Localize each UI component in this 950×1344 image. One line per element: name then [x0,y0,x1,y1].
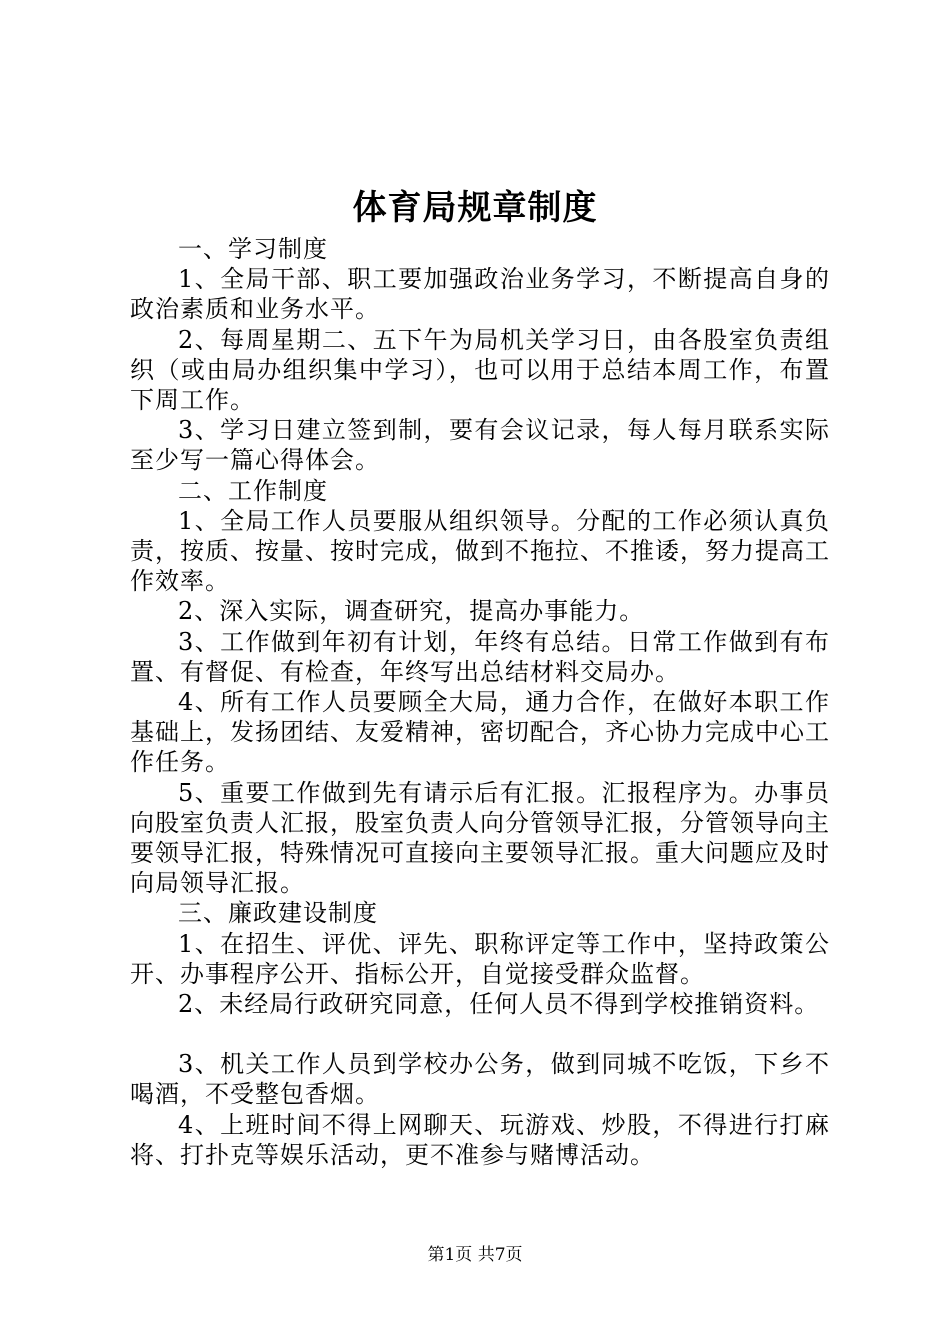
paragraph: 2、每周星期二、五下午为局机关学习日，由各股室负责组织（或由局办组织集中学习），也可以用于总结本周工作，布置下周工作。 [130,325,830,415]
page-number-footer: 第1页 共7页 [427,1245,523,1265]
paragraph: 3、机关工作人员到学校办公务，做到同城不吃饭，下乡不喝酒，不受整包香烟。 [130,1050,830,1109]
paragraph: 2、未经局行政研究同意，任何人员不得到学校推销资料。 [178,990,820,1019]
paragraph: 1、全局工作人员要服从组织领导。分配的工作必须认真负责，按质、按量、按时完成，做到不拖拉、不推诿，努力提高工作效率。 [130,506,830,596]
paragraph: 5、重要工作做到先有请示后有汇报。汇报程序为。办事员向股室负责人汇报，股室负责人向分管领导汇报，分管领导向主要领导汇报，特殊情况可直接向主要领导汇报。重大问题应及时向局领导汇报。 [130,778,830,898]
paragraph: 4、所有工作人员要顾全大局，通力合作，在做好本职工作基础上，发扬团结、友爱精神，密切配合，齐心协力完成中心工作任务。 [130,688,830,777]
section-heading-work: 二、工作制度 [178,476,328,505]
document-title: 体育局规章制度 [352,188,598,228]
paragraph: 4、上班时间不得上网聊天、玩游戏、炒股，不得进行打麻将、打扑克等娱乐活动，更不准参与赌博活动。 [130,1110,830,1169]
paragraph: 1、全局干部、职工要加强政治业务学习，不断提高自身的政治素质和业务水平。 [130,265,830,324]
section-heading-study: 一、学习制度 [178,235,328,263]
paragraph: 2、深入实际，调查研究，提高办事能力。 [178,597,645,626]
document-body [130,234,830,1170]
blank-line [130,1019,830,1049]
section-heading-integrity: 三、廉政建设制度 [178,899,378,928]
paragraph: 3、学习日建立签到制，要有会议记录，每人每月联系实际至少写一篇心得体会。 [130,416,830,475]
paragraph: 1、在招生、评优、评先、职称评定等工作中，坚持政策公开、办事程序公开、指标公开，自觉接受群众监督。 [130,929,830,988]
paragraph: 3、工作做到年初有计划，年终有总结。日常工作做到有布置、有督促、有检查，年终写出总结材料交局办。 [130,627,830,686]
